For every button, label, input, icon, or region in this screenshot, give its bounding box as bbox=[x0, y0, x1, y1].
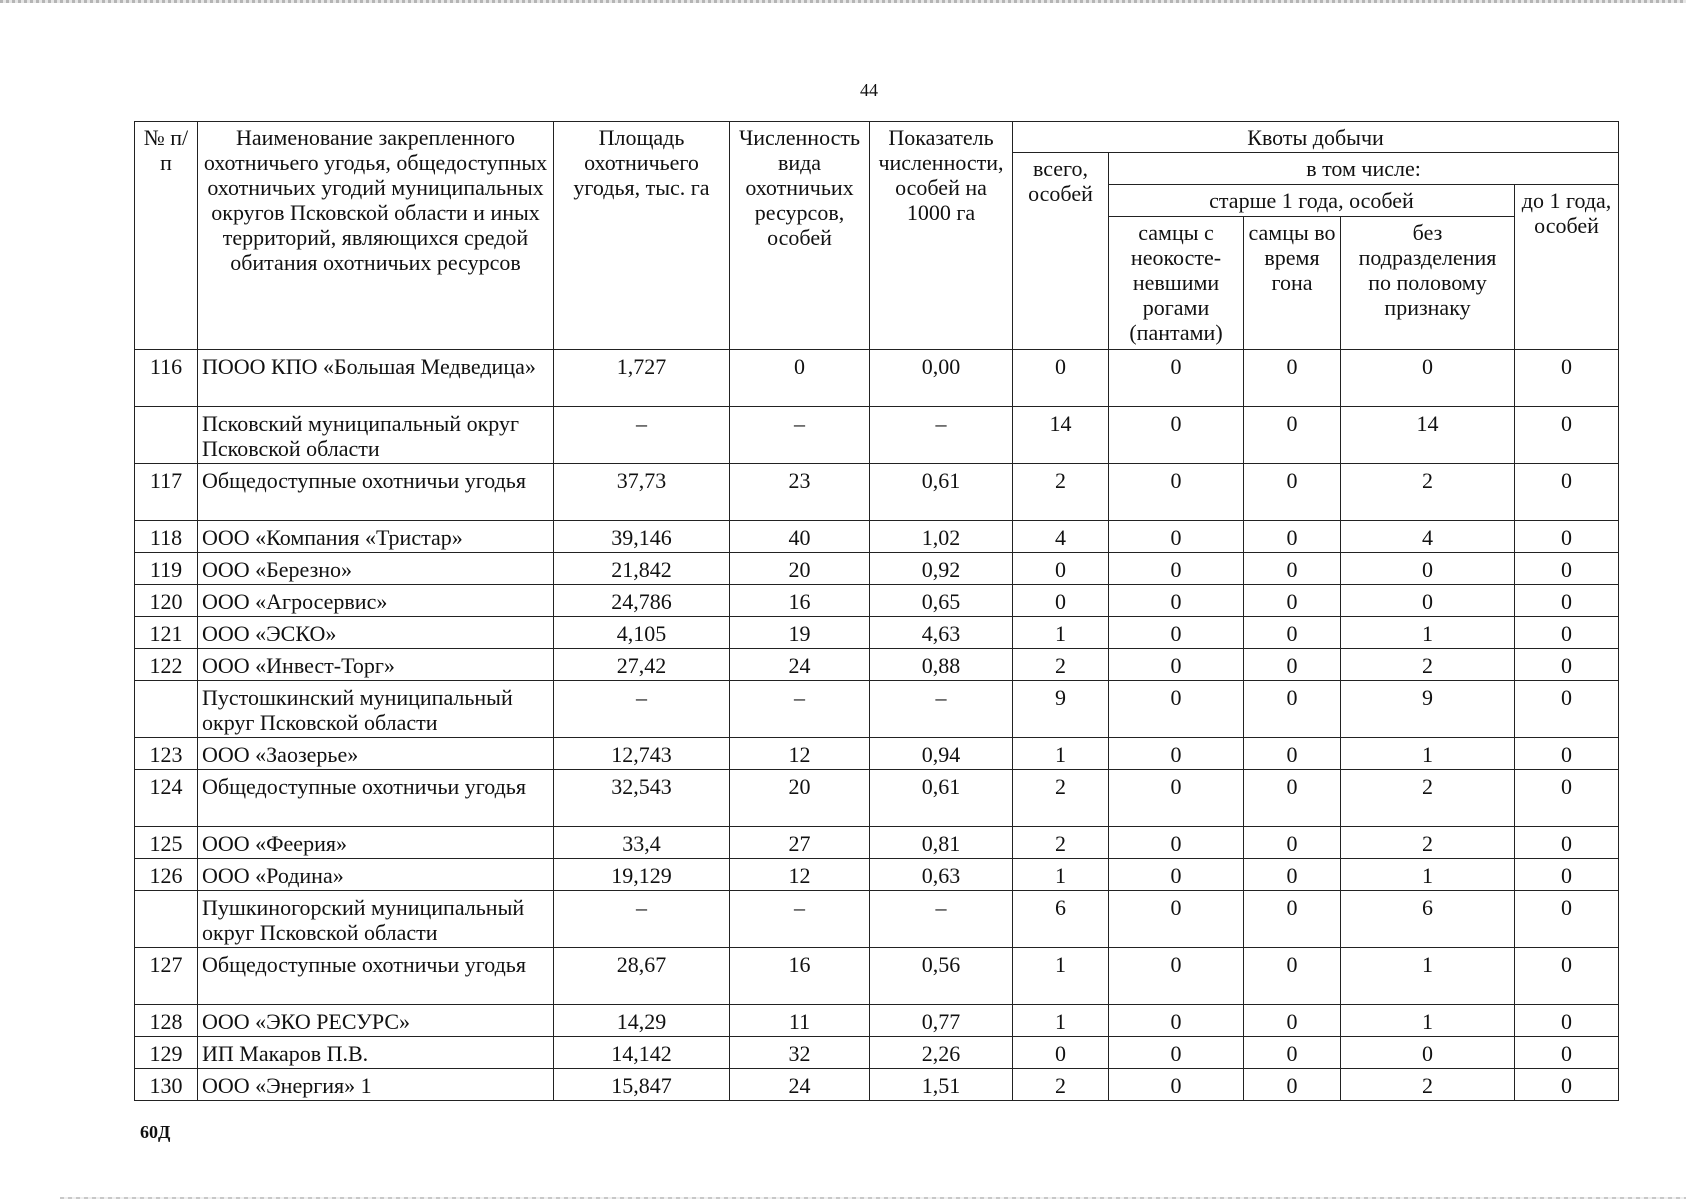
row-total: 14 bbox=[1013, 407, 1109, 464]
row-num: 125 bbox=[135, 827, 198, 859]
row-area: 4,105 bbox=[554, 617, 730, 649]
row-density: 0,63 bbox=[870, 859, 1013, 891]
row-rut: 0 bbox=[1244, 649, 1341, 681]
row-nosex: 1 bbox=[1341, 1005, 1515, 1037]
row-name: Общедоступные охотничьи угодья bbox=[198, 948, 554, 1005]
row-area: 39,146 bbox=[554, 521, 730, 553]
row-antlers: 0 bbox=[1109, 738, 1244, 770]
row-name: Пустошкинский муниципальный округ Псковской области bbox=[198, 681, 554, 738]
row-total: 4 bbox=[1013, 521, 1109, 553]
table-row bbox=[135, 859, 1619, 891]
row-total: 1 bbox=[1013, 617, 1109, 649]
row-nosex: 2 bbox=[1341, 770, 1515, 827]
row-total: 2 bbox=[1013, 1069, 1109, 1101]
row-num: 123 bbox=[135, 738, 198, 770]
table-row bbox=[135, 617, 1619, 649]
header-under1: до 1 года, особей bbox=[1515, 185, 1619, 350]
row-population: 11 bbox=[730, 1005, 870, 1037]
row-population: 27 bbox=[730, 827, 870, 859]
row-rut: 0 bbox=[1244, 407, 1341, 464]
footer-code: 60Д bbox=[140, 1122, 171, 1142]
row-antlers: 0 bbox=[1109, 350, 1244, 407]
row-rut: 0 bbox=[1244, 859, 1341, 891]
row-nosex: 2 bbox=[1341, 464, 1515, 521]
row-antlers: 0 bbox=[1109, 617, 1244, 649]
row-density: 0,56 bbox=[870, 948, 1013, 1005]
row-population: 24 bbox=[730, 649, 870, 681]
row-density: 1,51 bbox=[870, 1069, 1013, 1101]
row-name: Общедоступные охотничьи угодья bbox=[198, 464, 554, 521]
row-name: Общедоступные охотничьи угодья bbox=[198, 770, 554, 827]
row-nosex: 6 bbox=[1341, 891, 1515, 948]
row-rut: 0 bbox=[1244, 827, 1341, 859]
row-num: 120 bbox=[135, 585, 198, 617]
row-under1: 0 bbox=[1515, 738, 1619, 770]
table-row bbox=[135, 521, 1619, 553]
row-area: 33,4 bbox=[554, 827, 730, 859]
row-population: 16 bbox=[730, 585, 870, 617]
row-total: 0 bbox=[1013, 1037, 1109, 1069]
row-density: 4,63 bbox=[870, 617, 1013, 649]
row-under1: 0 bbox=[1515, 585, 1619, 617]
row-population: 12 bbox=[730, 738, 870, 770]
row-area: 24,786 bbox=[554, 585, 730, 617]
table-row bbox=[135, 891, 1619, 948]
row-under1: 0 bbox=[1515, 948, 1619, 1005]
row-nosex: 14 bbox=[1341, 407, 1515, 464]
row-num: 130 bbox=[135, 1069, 198, 1101]
row-area: 12,743 bbox=[554, 738, 730, 770]
row-total: 0 bbox=[1013, 350, 1109, 407]
row-total: 6 bbox=[1013, 891, 1109, 948]
row-nosex: 1 bbox=[1341, 859, 1515, 891]
row-total: 0 bbox=[1013, 585, 1109, 617]
row-antlers: 0 bbox=[1109, 521, 1244, 553]
row-population: – bbox=[730, 681, 870, 738]
row-num: 124 bbox=[135, 770, 198, 827]
row-nosex: 2 bbox=[1341, 649, 1515, 681]
row-under1: 0 bbox=[1515, 464, 1619, 521]
row-nosex: 9 bbox=[1341, 681, 1515, 738]
row-name: ООО «Феерия» bbox=[198, 827, 554, 859]
row-total: 2 bbox=[1013, 770, 1109, 827]
row-num: 128 bbox=[135, 1005, 198, 1037]
row-antlers: 0 bbox=[1109, 770, 1244, 827]
table-body bbox=[135, 350, 1619, 1101]
table-row bbox=[135, 681, 1619, 738]
row-total: 1 bbox=[1013, 859, 1109, 891]
row-num bbox=[135, 891, 198, 948]
row-population: 40 bbox=[730, 521, 870, 553]
row-num: 127 bbox=[135, 948, 198, 1005]
row-antlers: 0 bbox=[1109, 1069, 1244, 1101]
header-including: в том числе: bbox=[1109, 153, 1619, 185]
header-older: старше 1 года, особей bbox=[1109, 185, 1515, 217]
row-antlers: 0 bbox=[1109, 553, 1244, 585]
row-area: – bbox=[554, 407, 730, 464]
row-population: 24 bbox=[730, 1069, 870, 1101]
row-under1: 0 bbox=[1515, 827, 1619, 859]
row-rut: 0 bbox=[1244, 681, 1341, 738]
row-name: ООО «Энергия» 1 bbox=[198, 1069, 554, 1101]
row-density: 0,65 bbox=[870, 585, 1013, 617]
row-antlers: 0 bbox=[1109, 859, 1244, 891]
row-name: ООО «Компания «Тристар» bbox=[198, 521, 554, 553]
row-density: 2,26 bbox=[870, 1037, 1013, 1069]
row-num: 116 bbox=[135, 350, 198, 407]
row-area: 27,42 bbox=[554, 649, 730, 681]
row-density: 0,00 bbox=[870, 350, 1013, 407]
row-total: 1 bbox=[1013, 948, 1109, 1005]
row-name: ООО «ЭСКО» bbox=[198, 617, 554, 649]
row-rut: 0 bbox=[1244, 891, 1341, 948]
row-num: 121 bbox=[135, 617, 198, 649]
row-density: 0,94 bbox=[870, 738, 1013, 770]
row-num: 129 bbox=[135, 1037, 198, 1069]
table-row bbox=[135, 770, 1619, 827]
row-total: 2 bbox=[1013, 649, 1109, 681]
table-row bbox=[135, 1037, 1619, 1069]
row-under1: 0 bbox=[1515, 649, 1619, 681]
row-population: – bbox=[730, 891, 870, 948]
row-area: 19,129 bbox=[554, 859, 730, 891]
row-antlers: 0 bbox=[1109, 407, 1244, 464]
table-row bbox=[135, 1069, 1619, 1101]
row-nosex: 1 bbox=[1341, 617, 1515, 649]
row-antlers: 0 bbox=[1109, 649, 1244, 681]
quota-table bbox=[134, 121, 1619, 1101]
row-antlers: 0 bbox=[1109, 585, 1244, 617]
header-rut: самцы во время гона bbox=[1244, 217, 1341, 350]
row-name: Пушкиногорский муниципальный округ Псковской области bbox=[198, 891, 554, 948]
row-population: 20 bbox=[730, 553, 870, 585]
row-nosex: 0 bbox=[1341, 1037, 1515, 1069]
row-name: ИП Макаров П.В. bbox=[198, 1037, 554, 1069]
row-area: 1,727 bbox=[554, 350, 730, 407]
row-under1: 0 bbox=[1515, 617, 1619, 649]
row-antlers: 0 bbox=[1109, 948, 1244, 1005]
table-row bbox=[135, 649, 1619, 681]
row-name: ООО «Агросервис» bbox=[198, 585, 554, 617]
row-name: ООО «Заозерье» bbox=[198, 738, 554, 770]
header-total: всего, особей bbox=[1013, 153, 1109, 350]
row-population: – bbox=[730, 407, 870, 464]
row-population: 16 bbox=[730, 948, 870, 1005]
row-rut: 0 bbox=[1244, 585, 1341, 617]
table-row bbox=[135, 948, 1619, 1005]
row-area: 14,29 bbox=[554, 1005, 730, 1037]
row-nosex: 0 bbox=[1341, 350, 1515, 407]
row-under1: 0 bbox=[1515, 770, 1619, 827]
header-quotas: Квоты добычи bbox=[1013, 122, 1619, 153]
table-header bbox=[135, 122, 1619, 350]
row-density: 1,02 bbox=[870, 521, 1013, 553]
row-name: ООО «Березно» bbox=[198, 553, 554, 585]
header-population: Численность вида охотничьих ресурсов, особей bbox=[730, 122, 870, 350]
row-under1: 0 bbox=[1515, 1005, 1619, 1037]
row-rut: 0 bbox=[1244, 350, 1341, 407]
row-nosex: 1 bbox=[1341, 948, 1515, 1005]
row-density: 0,77 bbox=[870, 1005, 1013, 1037]
row-population: 32 bbox=[730, 1037, 870, 1069]
row-under1: 0 bbox=[1515, 553, 1619, 585]
row-density: – bbox=[870, 407, 1013, 464]
row-rut: 0 bbox=[1244, 1005, 1341, 1037]
row-nosex: 4 bbox=[1341, 521, 1515, 553]
row-num: 119 bbox=[135, 553, 198, 585]
row-population: 23 bbox=[730, 464, 870, 521]
row-area: 21,842 bbox=[554, 553, 730, 585]
row-density: – bbox=[870, 681, 1013, 738]
row-rut: 0 bbox=[1244, 738, 1341, 770]
row-population: 12 bbox=[730, 859, 870, 891]
row-nosex: 2 bbox=[1341, 827, 1515, 859]
row-density: 0,61 bbox=[870, 464, 1013, 521]
row-antlers: 0 bbox=[1109, 827, 1244, 859]
row-antlers: 0 bbox=[1109, 681, 1244, 738]
row-name: ООО «Инвест-Торг» bbox=[198, 649, 554, 681]
row-density: 0,92 bbox=[870, 553, 1013, 585]
header-nosex: без подразделения по половому признаку bbox=[1341, 217, 1515, 350]
row-under1: 0 bbox=[1515, 891, 1619, 948]
row-nosex: 0 bbox=[1341, 553, 1515, 585]
row-density: – bbox=[870, 891, 1013, 948]
table-row bbox=[135, 738, 1619, 770]
row-rut: 0 bbox=[1244, 464, 1341, 521]
header-antlers: самцы с неокосте-невшими рогами (пантами) bbox=[1109, 217, 1244, 350]
row-area: 15,847 bbox=[554, 1069, 730, 1101]
row-antlers: 0 bbox=[1109, 464, 1244, 521]
row-under1: 0 bbox=[1515, 521, 1619, 553]
row-area: 14,142 bbox=[554, 1037, 730, 1069]
row-antlers: 0 bbox=[1109, 891, 1244, 948]
row-density: 0,88 bbox=[870, 649, 1013, 681]
row-area: 37,73 bbox=[554, 464, 730, 521]
header-area: Площадь охотничьего угодья, тыс. га bbox=[554, 122, 730, 350]
row-antlers: 0 bbox=[1109, 1005, 1244, 1037]
table-row bbox=[135, 464, 1619, 521]
row-under1: 0 bbox=[1515, 1069, 1619, 1101]
header-name: Наименование закрепленного охотничьего угодья, общедоступных охотничьих угодий муниципальных округов Псковской области и иных территорий, являющихся средой обитания охотничьих ресурсов bbox=[198, 122, 554, 350]
table-row bbox=[135, 585, 1619, 617]
row-num: 117 bbox=[135, 464, 198, 521]
scan-edge-top bbox=[0, 0, 1686, 3]
row-num: 126 bbox=[135, 859, 198, 891]
row-num: 122 bbox=[135, 649, 198, 681]
row-total: 1 bbox=[1013, 1005, 1109, 1037]
row-total: 0 bbox=[1013, 553, 1109, 585]
header-num: № п/п bbox=[135, 122, 198, 350]
row-num bbox=[135, 407, 198, 464]
row-area: 28,67 bbox=[554, 948, 730, 1005]
row-under1: 0 bbox=[1515, 681, 1619, 738]
row-under1: 0 bbox=[1515, 1037, 1619, 1069]
row-rut: 0 bbox=[1244, 521, 1341, 553]
row-rut: 0 bbox=[1244, 1037, 1341, 1069]
row-rut: 0 bbox=[1244, 948, 1341, 1005]
table-row bbox=[135, 1005, 1619, 1037]
row-total: 9 bbox=[1013, 681, 1109, 738]
row-population: 19 bbox=[730, 617, 870, 649]
row-under1: 0 bbox=[1515, 350, 1619, 407]
row-nosex: 0 bbox=[1341, 585, 1515, 617]
row-total: 1 bbox=[1013, 738, 1109, 770]
row-num: 118 bbox=[135, 521, 198, 553]
header-density: Показатель численности, особей на 1000 га bbox=[870, 122, 1013, 350]
row-nosex: 2 bbox=[1341, 1069, 1515, 1101]
row-name: Псковский муниципальный округ Псковской области bbox=[198, 407, 554, 464]
row-under1: 0 bbox=[1515, 407, 1619, 464]
row-rut: 0 bbox=[1244, 553, 1341, 585]
row-name: ООО «ЭКО РЕСУРС» bbox=[198, 1005, 554, 1037]
row-area: – bbox=[554, 681, 730, 738]
table-row bbox=[135, 827, 1619, 859]
table-row bbox=[135, 553, 1619, 585]
row-total: 2 bbox=[1013, 464, 1109, 521]
row-rut: 0 bbox=[1244, 1069, 1341, 1101]
row-antlers: 0 bbox=[1109, 1037, 1244, 1069]
row-rut: 0 bbox=[1244, 617, 1341, 649]
row-nosex: 1 bbox=[1341, 738, 1515, 770]
row-name: ООО «Родина» bbox=[198, 859, 554, 891]
row-area: 32,543 bbox=[554, 770, 730, 827]
row-density: 0,81 bbox=[870, 827, 1013, 859]
row-num bbox=[135, 681, 198, 738]
table-row bbox=[135, 350, 1619, 407]
row-density: 0,61 bbox=[870, 770, 1013, 827]
row-population: 20 bbox=[730, 770, 870, 827]
row-population: 0 bbox=[730, 350, 870, 407]
row-area: – bbox=[554, 891, 730, 948]
row-total: 2 bbox=[1013, 827, 1109, 859]
row-name: ПООО КПО «Большая Медведица» bbox=[198, 350, 554, 407]
scan-edge-bottom bbox=[60, 1197, 1686, 1199]
row-rut: 0 bbox=[1244, 770, 1341, 827]
row-under1: 0 bbox=[1515, 859, 1619, 891]
table-row bbox=[135, 407, 1619, 464]
page-number: 44 bbox=[860, 80, 878, 100]
